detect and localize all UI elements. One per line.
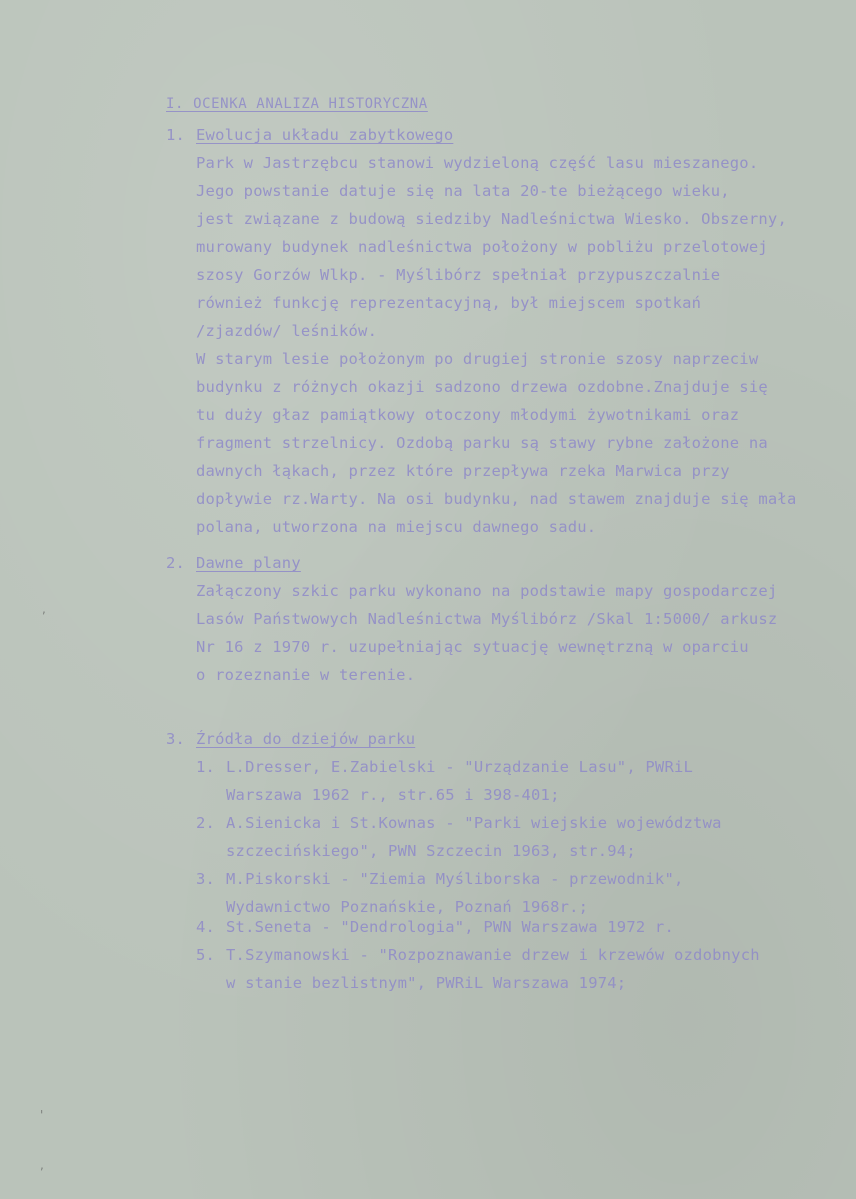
section1-number: 1. — [166, 126, 186, 144]
source-line: Wydawnictwo Poznańskie, Poznań 1968r.; — [226, 898, 589, 916]
section3-number: 3. — [166, 730, 186, 748]
margin-speck: ' — [40, 1108, 44, 1122]
section2-line: Lasów Państwowych Nadleśnictwa Myślibórz /Skal 1:5000/ arkusz — [196, 610, 778, 628]
section1-line: jest związane z budową siedziby Nadleśnictwa Wiesko. Obszerny, — [196, 210, 787, 228]
source-line: w stanie bezlistnym", PWRiL Warszawa 1974; — [226, 974, 627, 992]
source-line: L.Dresser, E.Zabielski - "Urządzanie Lasu", PWRiL — [226, 758, 694, 776]
section1-line: fragment strzelnicy. Ozdobą parku są stawy rybne założone na — [196, 434, 768, 452]
margin-speck: , — [40, 1158, 44, 1172]
source-line: Warszawa 1962 r., str.65 i 398-401; — [226, 786, 560, 804]
source-number: 2. — [196, 814, 216, 832]
source-line: szczecińskiego", PWN Szczecin 1963, str.94; — [226, 842, 636, 860]
section1-line: dopływie rz.Warty. Na osi budynku, nad stawem znajduje się mała — [196, 490, 797, 508]
source-number: 3. — [196, 870, 216, 888]
section2-line: Nr 16 z 1970 r. uzupełniając sytuację wewnętrzną w oparciu — [196, 638, 749, 656]
section1-line: Park w Jastrzębcu stanowi wydzieloną część lasu mieszanego. — [196, 154, 759, 172]
section1-line: polana, utworzona na miejscu dawnego sadu. — [196, 518, 597, 536]
section2-number: 2. — [166, 554, 186, 572]
section1-line: W starym lesie położonym po drugiej stronie szosy naprzeciw — [196, 350, 759, 368]
section3-title: Źródła do dziejów parku — [196, 730, 416, 748]
source-line: St.Seneta - "Dendrologia", PWN Warszawa 1972 r. — [226, 918, 674, 936]
section1-line: szosy Gorzów Wlkp. - Myślibórz spełniał przypuszczalnie — [196, 266, 721, 284]
section1-line: murowany budynek nadleśnictwa położony w pobliżu przelotowej — [196, 238, 768, 256]
section2-line: o rozeznanie w terenie. — [196, 666, 416, 684]
section2-line: Załączony szkic parku wykonano na podstawie mapy gospodarczej — [196, 582, 778, 600]
section1-line: budynku z różnych okazji sadzono drzewa ozdobne.Znajduje się — [196, 378, 768, 396]
section1-line: tu duży głaz pamiątkowy otoczony młodymi żywotnikami oraz — [196, 406, 740, 424]
section1-line: również funkcję reprezentacyjną, był miejscem spotkań — [196, 294, 702, 312]
section1-line: Jego powstanie datuje się na lata 20-te bieżącego wieku, — [196, 182, 730, 200]
source-number: 4. — [196, 918, 216, 936]
source-number: 5. — [196, 946, 216, 964]
margin-speck: , — [42, 602, 46, 616]
source-line: M.Piskorski - "Ziemia Myśliborska - przewodnik", — [226, 870, 684, 888]
source-number: 1. — [196, 758, 216, 776]
section2-title: Dawne plany — [196, 554, 301, 572]
section1-title: Ewolucja układu zabytkowego — [196, 126, 454, 144]
source-line: T.Szymanowski - "Rozpoznawanie drzew i krzewów ozdobnych — [226, 946, 760, 964]
section1-line: dawnych łąkach, przez które przepływa rzeka Marwica przy — [196, 462, 730, 480]
source-line: A.Sienicka i St.Kownas - "Parki wiejskie województwa — [226, 814, 722, 832]
section1-line: /zjazdów/ leśników. — [196, 322, 378, 340]
page-heading: I. OCENKA ANALIZA HISTORYCZNA — [166, 96, 428, 112]
